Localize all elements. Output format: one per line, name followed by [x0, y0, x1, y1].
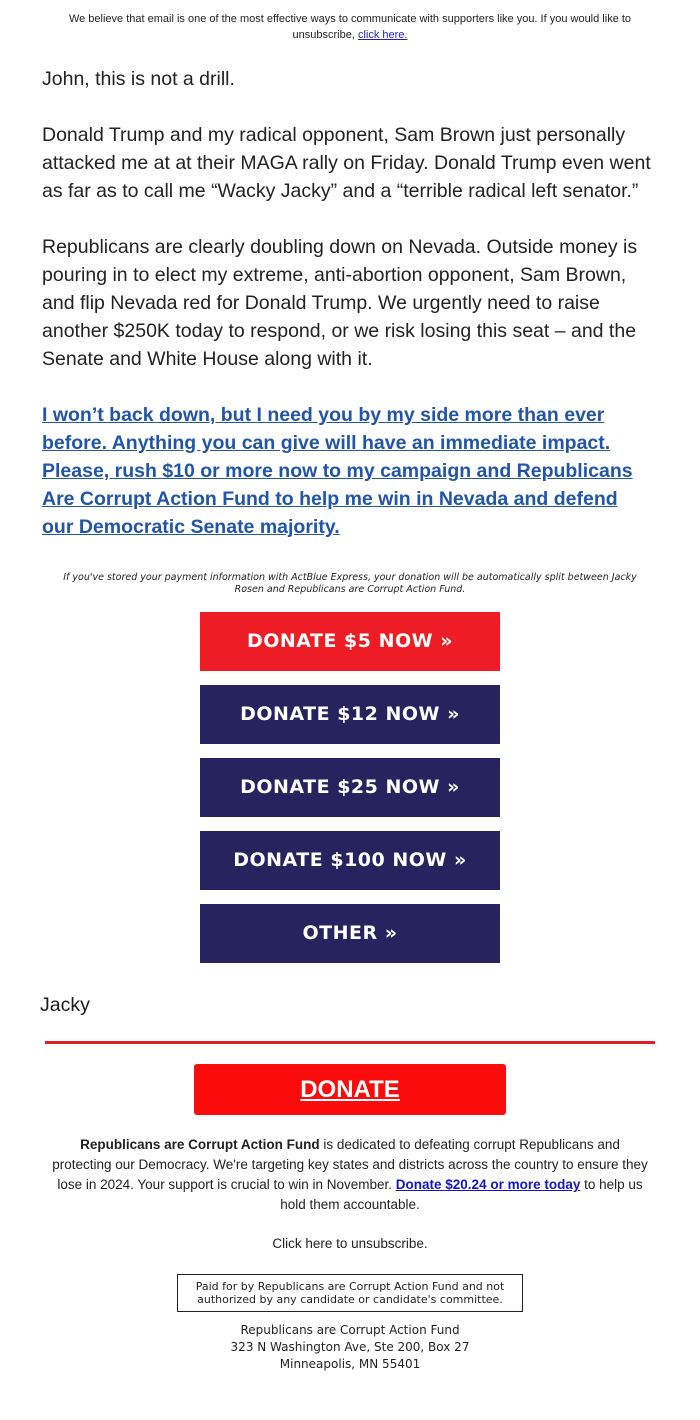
footer-divider [45, 1041, 655, 1044]
preheader-text: We believe that email is one of the most effective ways to communicate with supporters like you. If you would like to unsubscribe, [68, 13, 632, 41]
org-name: Republicans are Corrupt Action Fund [80, 1137, 320, 1152]
footer-unsubscribe-link[interactable]: Click here to unsubscribe. [272, 1236, 428, 1251]
greeting: John, this is not a drill. [42, 68, 235, 90]
paragraph-1: Donald Trump and my radical opponent, Sam Brown just personally attacked me at at their MAGA rally on Friday. Donald Trump even went as far as to call me “Wacky Jacky” and a “terrible radical left senator.” [42, 124, 651, 202]
donate-other-button[interactable]: OTHER » [200, 904, 500, 963]
paid-for-disclaimer: Paid for by Republicans are Corrupt Action Fund and not authorized by any candidate or candidate's committee. [177, 1274, 523, 1312]
unsubscribe-link[interactable]: click here. [357, 29, 408, 41]
donate-12-button[interactable]: DONATE $12 NOW » [200, 685, 500, 744]
footer-donate-button[interactable]: DONATE [194, 1064, 506, 1115]
footer-donate-link[interactable]: Donate $20.24 or more today [395, 1177, 581, 1192]
donate-button-group [0, 612, 700, 963]
address-line-1: Republicans are Corrupt Action Fund [240, 1323, 460, 1337]
address-line-3: Minneapolis, MN 55401 [279, 1357, 421, 1371]
message-body [42, 65, 652, 541]
footer-desc-text: is dedicated to defeating corrupt Republicans and protecting our Democracy. We're targeting key states and districts across the country to ensure they lose in 2024. Your support is crucial to win in November. [52, 1137, 648, 1192]
signature: Jacky [40, 994, 90, 1016]
footer-description [50, 1135, 650, 1215]
address-line-2: 323 N Washington Ave, Ste 200, Box 27 [230, 1340, 470, 1354]
donate-25-button[interactable]: DONATE $25 NOW » [200, 758, 500, 817]
preheader [40, 0, 660, 43]
mailing-address [0, 1322, 700, 1373]
donate-cta-link[interactable]: I won’t back down, but I need you by my side more than ever before. Anything you can give will have an immediate impact. Please, rush $10 or more now to my campaign and Republicans Are Corrupt Action Fund to help me win in Nevada and defend our Democratic Senate majority. [42, 404, 633, 538]
donate-100-button[interactable]: DONATE $100 NOW » [200, 831, 500, 890]
donate-5-button[interactable]: DONATE $5 NOW » [200, 612, 500, 671]
actblue-express-note: If you've stored your payment information with ActBlue Express, your donation will be automatically split between Jacky Rosen and Republicans are Corrupt Action Fund. [63, 572, 637, 595]
paragraph-2: Republicans are clearly doubling down on Nevada. Outside money is pouring in to elect my extreme, anti-abortion opponent, Sam Brown, and flip Nevada red for Donald Trump. We urgently need to raise another $250K today to respond, or we risk losing this seat – and the Senate and White House along with it. [42, 236, 638, 370]
footer-desc-tail: to help us hold them accountable. [280, 1177, 643, 1212]
